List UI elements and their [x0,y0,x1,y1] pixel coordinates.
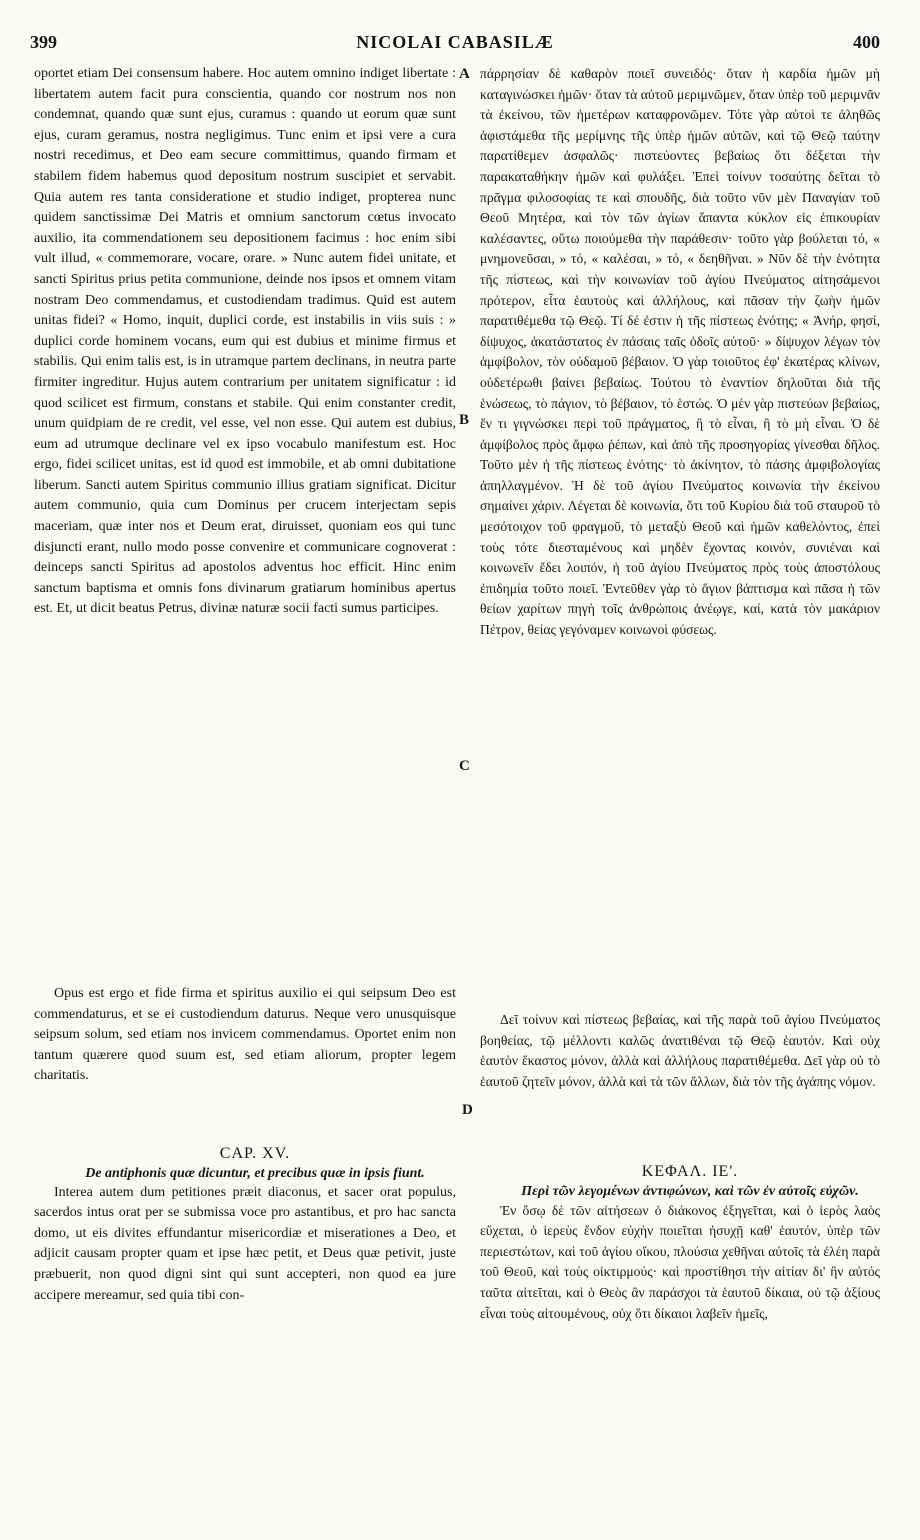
latin-chapter-subtitle: De antiphonis quæ dicuntur, et precibus quæ in ipsis fiunt. [85,1165,425,1181]
greek-column-mid [480,1010,880,1092]
greek-paragraph: Ἐν ὅσῳ δὲ τῶν αἰτήσεων ὁ διάκονος ἐξηγεῖται, καὶ ὁ ἱερὸς λαὸς εὔχεται, ὁ ἱερεὺς ἔνδον εὐχὴν ποιεῖται ἡσυχῇ καθ' ἑαυτόν, ὑπὲρ τῶν περιεστώτων, καὶ τοῦ ἁγίου οἴκου, πλούσια χεθῆναι αὐτοῖς τὰ ἐλέη παρὰ τοῦ Θεοῦ, καὶ τοὺς οἰκτιρμούς· καὶ προστίθησι τὴν αἰτίαν δι' ἣν αὐτός ταῦτα αἰτεῖται, καὶ ὁ Θεὸς ἂν παράσχοι τὰ ἑαυτοῦ δίκαια, οὐ τῷ ἀξίους εἶναι τοὺς αἰτουμένους, οὐχ ὅτι δίκαιοι λαβεῖν ἡμεῖς, [480,1202,880,1321]
running-head [30,32,880,58]
latin-chapter-title: CAP. XV. [219,1145,291,1162]
running-title: NICOLAI CABASILÆ [356,32,554,52]
latin-paragraph: Interea autem dum petitiones præit diaconus, et sacer orat populus, sacerdos intus orat per se submissa voce pro astantibus, et pro hac sancta domo, ut eis divites effundantur misericordiæ et miserationes a Deo, et adjicit causam propter quam et ipse hæc petit, et Deus quæ petivit, juste præbuerit, non quod digni sint qui sunt accepteri, non quod ea jure accipere mereamur, sed quia tibi con- [34,1184,456,1303]
page-number-left: 399 [30,32,57,52]
latin-column-mid [34,984,456,1087]
greek-paragraph: πάρρησίαν δὲ καθαρὸν ποιεῖ συνειδός· ὅταν ἡ καρδία ἡμῶν μὴ καταγινώσκει ἡμῶν· ὅταν τὰ αὐτοῦ μεριμνῶμεν, ὅταν ὑπὲρ τοῦ μεριμνᾶν τὰ ἐκείνου, τῶν ἡμετέρων καταφρονῶμεν. Τότε γὰρ αὐτοὶ τε ἀληθῶς ἀφιστάμεθα τῆς μερίμνης τῆς ὑπὲρ ἡμῶν αὐτῶν, καὶ τῷ Θεῷ ταύτην παρατίθεμεν ἀσφαλῶς· πιστεύοντες βεβαίως ὅτι δέξεται τὴν παρακαταθήκην ἡμῶν καὶ φυλάξει. Ἐπεὶ τοίνυν τοσαύτης δεῖται τὸ πρᾶγμα φιλοσοφίας τε καὶ σπουδῆς, διὰ τοῦτο νῦν μὲν Παναγίαν τοῦ Θεοῦ Μητέρα, καὶ τὸν τῶν ἁγίων ἅπαντα κύκλον εἰς ἐπικουρίαν καλέσαντες, οὕτω ποιούμεθα τὴν παράθεσιν· τοῦτο γὰρ βούλεται τό, « μνημονεῦσαι, » τό, « καλέσαι, » τό, « δεηθῆναι. » Νῦν δὲ τὴν ἑνότητα τῆς πίστεως, καὶ τὴν κοινωνίαν τοῦ ἁγίου Πνεύματος αἰτησάμενοι πρότερον, εἶτα ἑαυτοὺς καὶ ἀλλήλους, καὶ πᾶσαν τὴν ζωὴν ἡμῶν παρατιθέμεθα τῷ Θεῷ. Τί δέ ἐστιν ἡ τῆς πίστεως ἑνότης; « Ἀνήρ, φησί, δίψυχος, ἀκατάστατος ἐν πάσαις ταῖς ὁδοῖς αὐτοῦ· » δίψυχον λέγων τὸν ἀμφίβολον, τὸν οὐδαμοῦ βέβαιον. Ὁ γὰρ τοιοῦτος ἐφ' ἑκατέρας κλίνων, οὐδετέρωθι βαίνει βεβαίως. Τούτου τὸ ἐναντίον δηλοῦται διὰ τῆς ἑνώσεως, τὸ πάγιον, τὸ βέβαιον, τὸ ἑστώς. Ὁ μὲν γὰρ πιστεύων βεβαίως, ἕν τι γιγνώσκει περὶ τοῦ πράγματος, ἢ τὸ εἶναι, ἢ τὸ μὴ εἶναι. Ὁ δὲ ἀμφίβολος πρὸς ἄμφω ῥέπων, καὶ ἀπὸ τῆς προσηγορίας γίνεσθαι δῆλος. Τοῦτο μὲν ἡ τῆς πίστεως ἑνότης· τὸ ἀκίνητον, τὸ πάσης ἀμφιβολογίας ἀπηλλαγμένον. Ἡ δὲ τοῦ ἁγίου Πνεύματος κοινωνία τὴν ἐκείνου σημαίνει χάριν. Λέγεται δὲ κοινωνία, ὅτι τοῦ Κυρίου διὰ τοῦ σταυροῦ τὸ μεσότοιχον τοῦ φραγμοῦ, τὸ μεταξὺ Θεοῦ καὶ ἡμῶν καθελόντος, ἐπεὶ τοὺς τότε διεσταμένους καὶ μηδὲν ἔχοντας κοινόν, συνιέναι καὶ κοινωνεῖν ἔδει λοιπόν, ἡ τοῦ ἁγίου Πνεύματος πρὸς τοὺς ἀποστόλους ἐπιδημία τοῦτο ποιεῖ. Ἐντεῦθεν γὰρ τὸ ἅγιον βάπτισμα καὶ πᾶσα ἡ τῶν θείων χαρίτων πηγὴ τοῖς ἀνθρώποις ἀνέῳγε, καί, κατὰ τὸν μακάριον Πέτρον, θείας γεγόναμεν κοινωνοὶ φύσεως. [480,66,880,638]
margin-marker-b: B [459,412,470,428]
greek-column-top [480,64,880,641]
latin-paragraph: oportet etiam Dei consensum habere. Hoc autem omnino indiget libertate : libertatem autem facit pura conscientia, quando cor nostrum nos non condemnat, quando quæ sunt ejus, curamus : quando ut eorum quæ sunt ejus, curam geramus, nostra negligimus. Tunc enim et ipsi vere a cura nostri recedimus, et Deo eam secure committimus, quando firmam et stabilem fidem habemus quod depositum nostrum suscipiet et servabit. Quia autem res tanta consideratione et studio indiget, propterea nunc quidem sanctissimæ Dei Matris et omnium sanctorum cœtus invocato auxilio, ita commendationem seu depositionem facimus : hoc enim sibi vult illud, « commemorare, vocare, orare. » Nunc autem fidei unitate, et sancti Spiritus prius petita communione, deinde nos ipsos et omnem vitam nostram Deo commendamus, et custodiendam tradimus. Quid est autem unitas fidei? « Homo, inquit, duplici corde, est instabilis in viis suis : » duplici corde hominem vocans, eum qui est dubius et minime firmus et stabilis. Qui enim talis est, is in utramque partem declinans, in neutra parte firmiter ingreditur. Hujus autem contrarium per unitatem significatur : id quod scilicet est firmum, constans et stabile. Qui enim constanter credit, unum quidpiam de re credit, vel esse, vel non esse. Qui autem est dubius, eum ad utrumque declinare vel ex ipso vocabulo manifestum est. Hoc ergo, fidei scilicet unitas, est id quod est immobile, et ab omni dubitatione liberum. Sancti autem Spiritus communio illius gratiam significat. Dicitur autem communio, quia cum Dominus per crucem interjectam sepis maceriam, quæ inter nos et Deum erat, diruisset, quoniam eos qui tunc disjuncti erant, nullo modo posse convenire et communicare cognoverat : deinceps sancti Spiritus ad apostolos adventus hoc efficit. Hinc enim sanctum baptisma et omnis fons divinarum gratiarum hominibus apertus est. Et, ut dicit beatus Petrus, divinæ naturæ socii facti sumus participes. [34,66,456,617]
page-number-right: 400 [853,32,880,52]
margin-marker-a: A [459,66,470,82]
margin-marker-c: C [459,758,470,774]
latin-paragraph: Opus est ergo et fide firma et spiritus auxilio ei qui seipsum Deo est commendaturus, et se ei custodiendum daturus. Neque vero unusquisque seipsum solum, sed etiam nos invicem commendamus. Oportet enim non tantum quærere quod suum est, sed etiam aliorum, propter legem charitatis. [34,986,456,1084]
latin-chapter-heading [34,1144,456,1306]
greek-chapter-subtitle: Περὶ τῶν λεγομένων ἀντιφώνων, καὶ τῶν ἐν αὐτοῖς εὐχῶν. [521,1183,859,1199]
greek-paragraph: Δεῖ τοίνυν καὶ πίστεως βεβαίας, καὶ τῆς παρὰ τοῦ ἁγίου Πνεύματος βοηθείας, τῷ μέλλοντι καλῶς ἀνατιθέναι τῷ Θεῷ ἑαυτόν. Καὶ οὐχ ἑαυτὸν ἕκαστος μόνον, ἀλλὰ καὶ ἀλλήλους παρατιθέμεθα. Δεῖ γὰρ οὐ τὸ ἑαυτοῦ ζητεῖν μόνον, ἀλλὰ καὶ τὰ τῶν ἄλλων, διὰ τὸν τῆς ἀγάπης νόμον. [480,1012,880,1089]
margin-marker-d: D [462,1102,473,1118]
greek-chapter-title: ΚΕΦΑΛ. ΙΕ'. [641,1163,739,1180]
latin-column-top [34,64,456,620]
greek-chapter-heading [480,1162,880,1324]
